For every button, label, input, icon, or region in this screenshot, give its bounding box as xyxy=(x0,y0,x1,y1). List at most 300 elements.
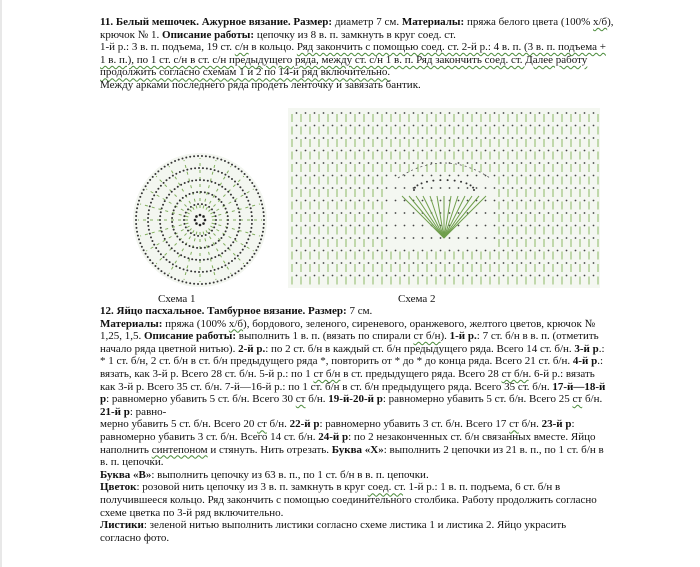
scheme-2-dot xyxy=(386,275,388,277)
scheme-2-dot xyxy=(305,150,307,152)
scheme-1-dot xyxy=(172,175,174,177)
scheme-2-dot xyxy=(332,237,334,239)
scheme-2-dot xyxy=(584,237,586,239)
scheme-1-dot xyxy=(153,244,155,246)
scheme-2-dot xyxy=(521,112,523,114)
scheme-2-dot xyxy=(557,175,559,177)
scheme-2-dot xyxy=(539,187,541,189)
scheme-1-dot xyxy=(197,283,199,285)
scheme-2-dot xyxy=(476,162,478,164)
scheme-1-dot xyxy=(204,247,206,249)
scheme-1-dot xyxy=(201,155,203,157)
scheme-2-dot xyxy=(305,200,307,202)
scheme-2-dot xyxy=(359,250,361,252)
scheme-1-dot xyxy=(259,242,261,244)
scheme-1-dot xyxy=(164,200,166,202)
scheme-2-dot xyxy=(530,237,532,239)
scheme-2-dot xyxy=(377,125,379,127)
scheme-1-dot xyxy=(174,160,176,162)
scheme-1-dot xyxy=(175,173,177,175)
scheme-2-motif-dot xyxy=(460,181,462,183)
scheme-2-motif-dot xyxy=(413,189,415,191)
scheme-2-dot xyxy=(521,150,523,152)
text-line: равномерно убавить 3 ст. б/н. Всего 14 ст. б/н. 24-й р: по 2 незаконченных ст. б/н связанных вместе. Яйцо xyxy=(100,430,596,443)
scheme-2-dot xyxy=(458,200,460,202)
scheme-1-dot xyxy=(183,219,185,221)
scheme-1-dot xyxy=(186,169,188,171)
scheme-2-dot xyxy=(458,237,460,239)
scheme-1-dot xyxy=(183,268,185,270)
text-line: 11. Белый мешочек. Ажурное вязание. Размер: диаметр 7 см. Материалы: пряжа белого цвета (100% х/б), xyxy=(100,16,614,28)
scheme-1-dot xyxy=(180,254,182,256)
scheme-2-dot xyxy=(530,275,532,277)
scheme-1-background xyxy=(133,153,267,287)
scheme-2-dot xyxy=(350,200,352,202)
scheme-1-dot xyxy=(251,223,253,225)
scheme-1-dot xyxy=(246,196,248,198)
scheme-2-dot xyxy=(539,200,541,202)
scheme-2-dot xyxy=(332,150,334,152)
scheme-2-dot xyxy=(467,250,469,252)
scheme-1-dot xyxy=(217,281,219,283)
scheme-1-dot xyxy=(154,265,156,267)
scheme-1-dot xyxy=(136,231,138,233)
scheme-1-dot xyxy=(167,164,169,166)
scheme-1-dot xyxy=(214,182,216,184)
scheme-2-dot xyxy=(548,125,550,127)
scheme-2-dot xyxy=(341,237,343,239)
scheme-2-dot xyxy=(341,125,343,127)
scheme-1-dot xyxy=(213,282,215,284)
scheme-2-dot xyxy=(566,187,568,189)
scheme-1-dot xyxy=(174,278,176,280)
scheme-2-dot xyxy=(368,262,370,264)
scheme-2-dot xyxy=(521,175,523,177)
scheme-1-dot xyxy=(203,259,205,261)
scheme-1-dot xyxy=(215,242,217,244)
scheme-2-dot xyxy=(377,137,379,139)
scheme-2-dot xyxy=(341,187,343,189)
scheme-2-dot xyxy=(503,275,505,277)
section-white-pouch xyxy=(100,16,685,92)
scheme-2-dot xyxy=(305,250,307,252)
scheme-2-dot xyxy=(521,250,523,252)
scheme-1-dot xyxy=(230,244,232,246)
scheme-1-dot xyxy=(161,231,163,233)
scheme-1-dot xyxy=(187,257,189,259)
scheme-2-dot xyxy=(341,200,343,202)
scheme-2-dot xyxy=(566,225,568,227)
scheme-2-dot xyxy=(350,225,352,227)
text-line: схеме цветка по 3-й ряд включительно. xyxy=(100,506,284,519)
scheme-2-dot xyxy=(467,175,469,177)
scheme-1-dot xyxy=(186,269,188,271)
scheme-1-dot xyxy=(211,257,213,259)
scheme-2-dot xyxy=(521,225,523,227)
section-easter-egg xyxy=(100,305,685,544)
scheme-1-dot xyxy=(174,232,176,234)
scheme-1-dot xyxy=(211,230,213,232)
scheme-2-dot xyxy=(485,200,487,202)
scheme-2-dot xyxy=(548,175,550,177)
scheme-2-dot xyxy=(377,262,379,264)
scheme-2-dot xyxy=(413,237,415,239)
scheme-1-dot xyxy=(164,272,166,274)
scheme-1-dot xyxy=(205,204,207,206)
scheme-2-dot xyxy=(440,250,442,252)
scheme-2-dot xyxy=(467,112,469,114)
scheme-2-motif-dot xyxy=(472,187,474,189)
scheme-1-center-dot xyxy=(199,214,202,217)
scheme-1-dot xyxy=(185,156,187,158)
scheme-1-dot xyxy=(210,270,212,272)
scheme-2-dot xyxy=(314,250,316,252)
scheme-2-dot xyxy=(341,212,343,214)
scheme-2-dot xyxy=(350,175,352,177)
scheme-1-dot xyxy=(226,211,228,213)
scheme-1-dot xyxy=(176,203,178,205)
scheme-2-dot xyxy=(485,175,487,177)
scheme-1-dot xyxy=(190,206,192,208)
scheme-1-dot xyxy=(171,217,173,219)
scheme-2-dot xyxy=(458,137,460,139)
scheme-1-dot xyxy=(261,235,263,237)
scheme-2-dot xyxy=(548,225,550,227)
scheme-1-dot xyxy=(162,204,164,206)
scheme-2-dot xyxy=(575,162,577,164)
scheme-2-dot xyxy=(296,125,298,127)
text-line: 1 в. п.), по 1 ст. с/н в ст. с/н предыдущего ряда, между ст. с/н 1 в. п. Ряд закончить соед. ст. Далее работу xyxy=(100,53,588,66)
text-line: мерно убавить 5 ст. б/н. Всего 20 ст б/н. 22-й р: равномерно убавить 3 ст. б/н. Всего 17 ст б/н. 23-й р: xyxy=(100,418,575,431)
scheme-2-dot xyxy=(548,187,550,189)
scheme-1-dot xyxy=(234,200,236,202)
scheme-2-dot xyxy=(512,125,514,127)
text-line: как 3-й р. Всего 35 ст. б/н. 7-й—16-й р.: по 1 ст. б/н в ст. б/н предыдущего ряда. Всего 35 ст. б/н. 17-й—18-й xyxy=(100,380,606,393)
scheme-2-dot xyxy=(404,262,406,264)
scheme-2-dot xyxy=(440,200,442,202)
scheme-2-dot xyxy=(521,125,523,127)
scheme-1-dot xyxy=(237,207,239,209)
scheme-2-dot xyxy=(395,237,397,239)
scheme-1-dot xyxy=(223,204,225,206)
scheme-1-dot xyxy=(250,231,252,233)
scheme-2-dot xyxy=(521,162,523,164)
materials-label: Материалы: xyxy=(401,16,465,28)
scheme-2-dot xyxy=(368,175,370,177)
scheme-1-dot xyxy=(179,267,181,269)
scheme-2-dot xyxy=(539,162,541,164)
scheme-2-dot xyxy=(323,187,325,189)
scheme-2-dot xyxy=(539,137,541,139)
scheme-2-dot xyxy=(341,175,343,177)
scheme-2-dot xyxy=(494,225,496,227)
scheme-2-dot xyxy=(404,125,406,127)
scheme-2-dot xyxy=(377,225,379,227)
scheme-1-dot xyxy=(231,260,233,262)
scheme-2-dot xyxy=(314,187,316,189)
scheme-1-dot xyxy=(205,283,207,285)
scheme-1-dot xyxy=(200,191,202,193)
scheme-2-dot xyxy=(512,262,514,264)
scheme-1-dot xyxy=(194,271,196,273)
scheme-2-dot xyxy=(503,212,505,214)
scheme-2-dot xyxy=(377,175,379,177)
scheme-1-dot xyxy=(155,247,157,249)
scheme-2-dot xyxy=(359,137,361,139)
scheme-1-dot xyxy=(169,177,171,179)
scheme-2-dot xyxy=(449,175,451,177)
scheme-1-dot xyxy=(165,259,167,261)
scheme-2-dot xyxy=(584,112,586,114)
scheme-2-dot xyxy=(422,150,424,152)
scheme-2-dot xyxy=(494,112,496,114)
grid-chart-marks xyxy=(288,108,600,288)
scheme-2-dot xyxy=(305,162,307,164)
scheme-1-dot xyxy=(227,215,229,217)
scheme-2-dot xyxy=(332,162,334,164)
scheme-2-dot xyxy=(431,237,433,239)
scheme-2-dot xyxy=(350,150,352,152)
scheme-2-dot xyxy=(368,275,370,277)
scheme-2-dot xyxy=(458,125,460,127)
scheme-2-dot xyxy=(512,225,514,227)
scheme-2-dot xyxy=(296,150,298,152)
scheme-2-dot xyxy=(386,137,388,139)
scheme-2-dot xyxy=(350,212,352,214)
page-edge xyxy=(0,0,2,567)
scheme-2-dot xyxy=(485,162,487,164)
scheme-2-dot xyxy=(476,150,478,152)
scheme-1-dot xyxy=(157,170,159,172)
scheme-2-dot xyxy=(341,262,343,264)
scheme-1-dot xyxy=(149,205,151,207)
scheme-2-dot xyxy=(296,237,298,239)
scheme-2-dot xyxy=(368,225,370,227)
scheme-2-dot xyxy=(557,262,559,264)
scheme-1-dot xyxy=(224,188,226,190)
scheme-1-dot xyxy=(241,170,243,172)
scheme-2-dot xyxy=(314,137,316,139)
scheme-2-dot xyxy=(593,125,595,127)
scheme-2-dot xyxy=(458,187,460,189)
scheme-2-dot xyxy=(332,125,334,127)
scheme-2-dot xyxy=(530,212,532,214)
scheme-1-dot xyxy=(227,247,229,249)
scheme-2-dot xyxy=(323,150,325,152)
scheme-1-dot xyxy=(253,253,255,255)
scheme-1-dot xyxy=(172,225,174,227)
scheme-2-motif-dot xyxy=(421,182,423,184)
scheme-1-dot xyxy=(202,167,204,169)
scheme-2-dot xyxy=(539,112,541,114)
scheme-1-dot xyxy=(196,191,198,193)
scheme-1-dot xyxy=(213,226,215,228)
scheme-2-dot xyxy=(422,187,424,189)
scheme-2-dot xyxy=(368,150,370,152)
scheme-2-dot xyxy=(566,250,568,252)
scheme-1-dot xyxy=(145,185,147,187)
scheme-1-dot xyxy=(138,238,140,240)
scheme-1-dot xyxy=(213,156,215,158)
scheme-1-dot xyxy=(155,191,157,193)
scheme-1-dot xyxy=(185,226,187,228)
scheme-2-dot xyxy=(422,162,424,164)
scheme-1-dot xyxy=(135,223,137,225)
scheme-2-dot xyxy=(431,150,433,152)
scheme-1-dot xyxy=(147,182,149,184)
scheme-2-dot xyxy=(440,275,442,277)
scheme-2-dot xyxy=(296,162,298,164)
scheme-1-dot xyxy=(225,208,227,210)
scheme-1-dot xyxy=(193,204,195,206)
scheme-2-dot xyxy=(566,150,568,152)
scheme-2-dot xyxy=(458,162,460,164)
scheme-2-dot xyxy=(458,150,460,152)
scheme-1-dot xyxy=(159,223,161,225)
scheme-2-dot xyxy=(305,125,307,127)
scheme-2-dot xyxy=(305,225,307,227)
scheme-2-dot xyxy=(377,112,379,114)
scheme-2-dot xyxy=(512,275,514,277)
scheme-2-caption: Схема 2 xyxy=(398,293,436,305)
scheme-2-dot xyxy=(395,175,397,177)
scheme-2-dot xyxy=(494,212,496,214)
scheme-2-dot xyxy=(476,275,478,277)
scheme-2-dot xyxy=(386,200,388,202)
scheme-2-dot xyxy=(314,262,316,264)
scheme-2-motif-dot xyxy=(416,184,418,186)
scheme-2-dot xyxy=(323,262,325,264)
text-line: согласно фото. xyxy=(100,531,170,544)
scheme-1-dot xyxy=(168,244,170,246)
scheme-2-dot xyxy=(350,162,352,164)
scheme-2-dot xyxy=(512,112,514,114)
scheme-1-dot xyxy=(209,282,211,284)
scheme-2-dot xyxy=(476,237,478,239)
scheme-1-dot xyxy=(179,171,181,173)
scheme-2-dot xyxy=(314,237,316,239)
scheme-2-dot xyxy=(404,112,406,114)
scheme-1-dot xyxy=(228,162,230,164)
scheme-2-dot xyxy=(404,137,406,139)
scheme-2-dot xyxy=(386,112,388,114)
scheme-2-dot xyxy=(368,187,370,189)
scheme-1-dot xyxy=(180,184,182,186)
scheme-1-dot xyxy=(262,231,264,233)
scheme-2-dot xyxy=(449,112,451,114)
scheme-2-dot xyxy=(368,237,370,239)
scheme-1-dot xyxy=(230,194,232,196)
scheme-2-dot xyxy=(575,200,577,202)
scheme-2-dot xyxy=(449,212,451,214)
scheme-2-dot xyxy=(494,275,496,277)
scheme-2-dot xyxy=(323,137,325,139)
scheme-1-dot xyxy=(208,192,210,194)
scheme-2-dot xyxy=(413,250,415,252)
scheme-1-dot xyxy=(135,211,137,213)
scheme-2-dot xyxy=(530,125,532,127)
scheme-1-dot xyxy=(224,278,226,280)
scheme-2-dot xyxy=(386,175,388,177)
text-line: 1,25, 1,5. Описание работы: выполнить 1 в. п. (вязать по спирали ст б/н). 1-й р.: 7 ст. б/н в в. п. (отметить xyxy=(100,330,599,343)
scheme-1-dot xyxy=(150,236,152,238)
scheme-1-dot xyxy=(151,198,153,200)
scheme-1-dot xyxy=(228,276,230,278)
text-line: р: равномерно убавить 5 ст. б/н. Всего 30 ст б/н. 19-й-20-й р: равномерно убавить 5 ст. б/н. Всего 25 ст б/н. xyxy=(100,393,603,406)
scheme-2-dot xyxy=(314,175,316,177)
scheme-2-dot xyxy=(530,150,532,152)
scheme-2-dot xyxy=(332,212,334,214)
scheme-1-dot xyxy=(204,191,206,193)
scheme-1-dot xyxy=(163,182,165,184)
scheme-2-dot xyxy=(395,150,397,152)
scheme-2-dot xyxy=(449,150,451,152)
scheme-1-dot xyxy=(205,234,207,236)
scheme-2-dot xyxy=(368,200,370,202)
scheme-1-center-dot xyxy=(195,215,198,218)
scheme-2-dot xyxy=(395,187,397,189)
scheme-2-dot xyxy=(341,150,343,152)
scheme-2-dot xyxy=(377,275,379,277)
scheme-2-dot xyxy=(323,112,325,114)
scheme-1-dot xyxy=(262,207,264,209)
scheme-2-dot xyxy=(467,275,469,277)
scheme-2-dot xyxy=(314,275,316,277)
scheme-1-dot xyxy=(209,156,211,158)
text-line: Листики: зеленой нитью выполнить листики согласно схеме листика 1 и листика 2. Яйцо украсить xyxy=(100,519,567,532)
scheme-1-dot xyxy=(160,211,162,213)
scheme-1-dot xyxy=(157,188,159,190)
scheme-1-dot xyxy=(239,215,241,217)
text-line: наполнить синтепоном и стянуть. Нить отрезать. Буква «Х»: выполнить 2 цепочки из 21 в. п., по 1 ст. б/н в xyxy=(100,443,604,456)
scheme-2-dot xyxy=(440,237,442,239)
scheme-1-dot xyxy=(218,254,220,256)
scheme-2-dot xyxy=(404,200,406,202)
scheme-2-dot xyxy=(431,125,433,127)
scheme-2-dot xyxy=(476,125,478,127)
scheme-2-dot xyxy=(530,112,532,114)
scheme-2-dot xyxy=(305,187,307,189)
scheme-1-dot xyxy=(241,268,243,270)
scheme-1-dot xyxy=(215,219,217,221)
scheme-2-dot xyxy=(305,237,307,239)
scheme-2-dot xyxy=(575,262,577,264)
scheme-2-dot xyxy=(359,225,361,227)
scheme-1-dot xyxy=(184,182,186,184)
scheme-2-dot xyxy=(332,275,334,277)
scheme-1-dot xyxy=(149,259,151,261)
scheme-1-dot xyxy=(185,195,187,197)
scheme-2-dot xyxy=(386,225,388,227)
scheme-1-dot xyxy=(228,176,230,178)
scheme-2-dot xyxy=(422,137,424,139)
scheme-2-dot xyxy=(512,250,514,252)
scheme-1-dot xyxy=(225,230,227,232)
scheme-2-dot xyxy=(476,137,478,139)
scheme-2-dot xyxy=(404,225,406,227)
scheme-2-dot xyxy=(359,262,361,264)
scheme-1-dot xyxy=(157,268,159,270)
scheme-1-dot xyxy=(177,252,179,254)
scheme-1-dot xyxy=(249,179,251,181)
scheme-1-dot xyxy=(174,206,176,208)
scheme-2-dot xyxy=(593,137,595,139)
scheme-2-motif-dot xyxy=(470,184,472,186)
scheme-1-dot xyxy=(224,160,226,162)
scheme-2-dot xyxy=(359,125,361,127)
scheme-2-dot xyxy=(377,162,379,164)
scheme-1-dot xyxy=(166,241,168,243)
